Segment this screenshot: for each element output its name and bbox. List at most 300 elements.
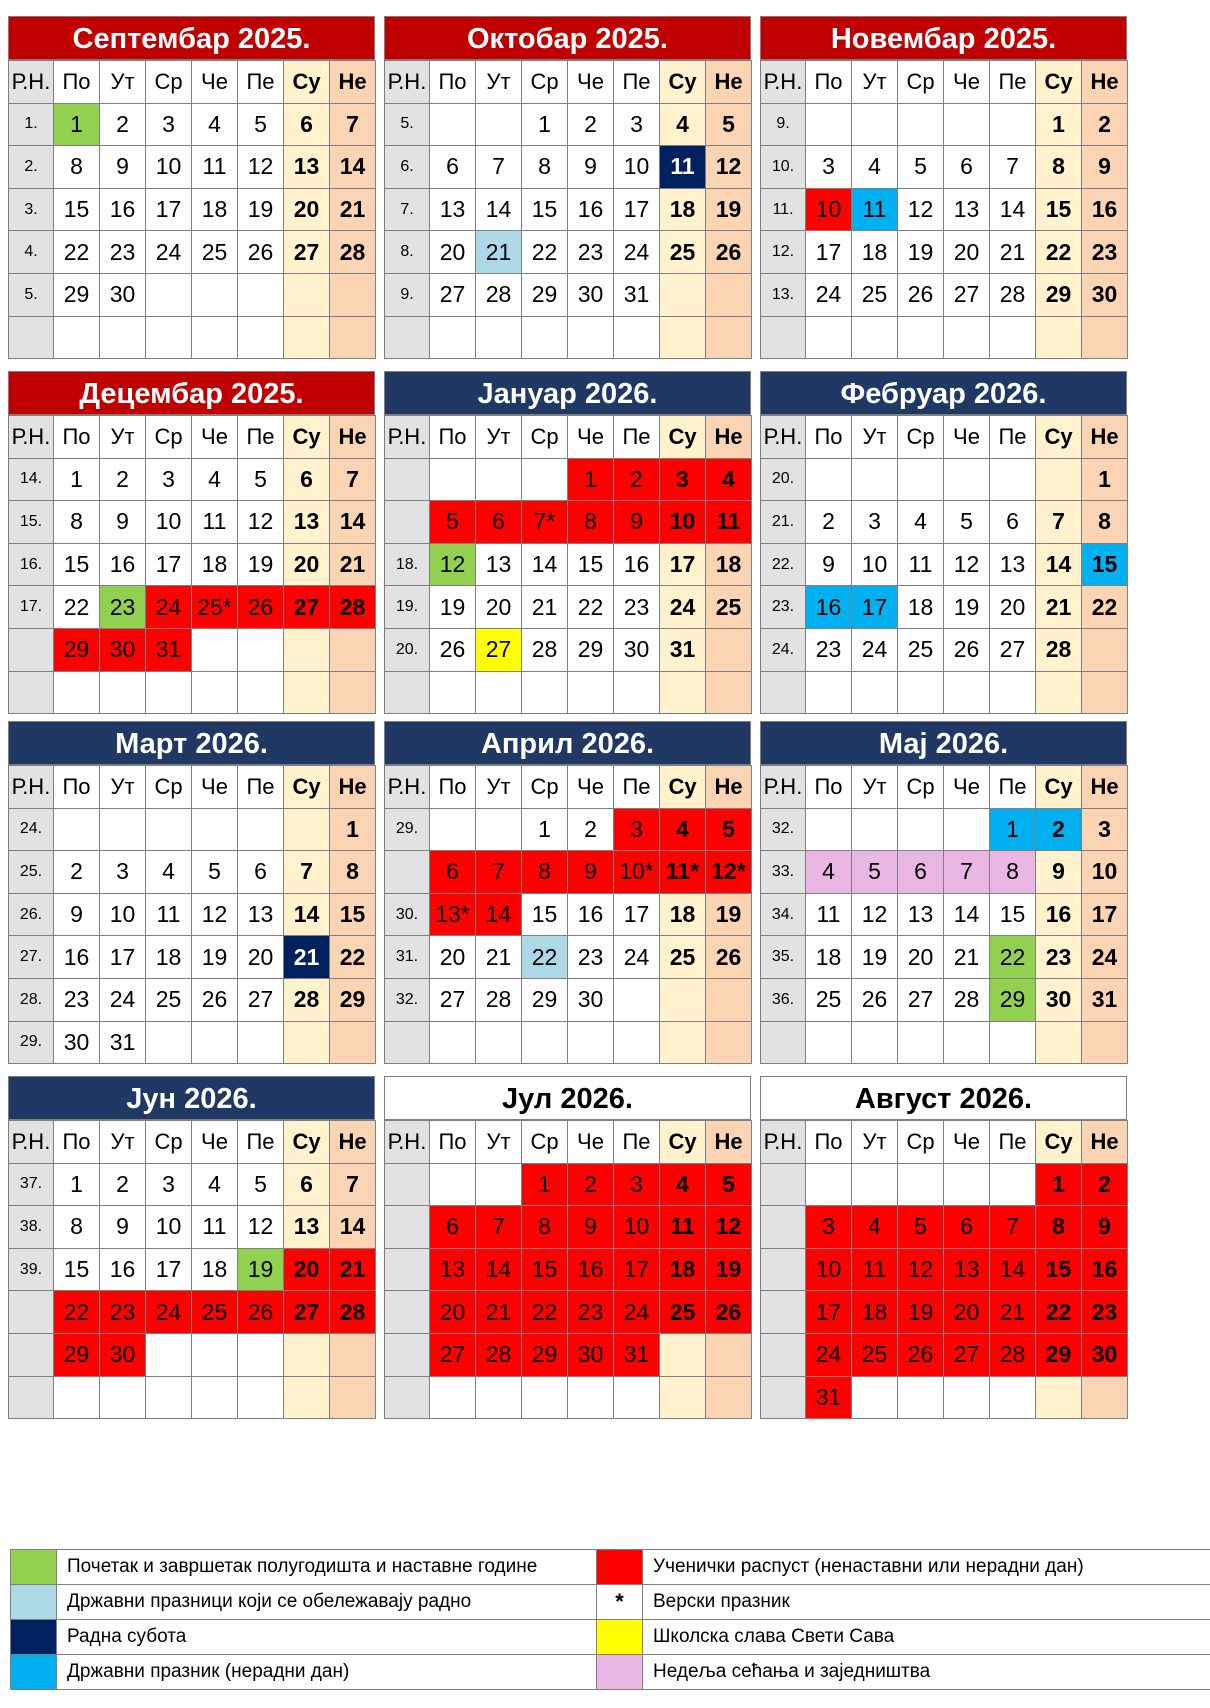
- day-cell: 25: [146, 978, 192, 1021]
- day-cell: 19: [898, 1291, 944, 1334]
- week-number-header: Р.Н.: [9, 61, 54, 104]
- week-number-header: Р.Н.: [9, 416, 54, 459]
- day-cell: 7: [330, 1163, 376, 1206]
- week-number: 9.: [761, 103, 806, 146]
- day-cell: 24: [806, 273, 852, 316]
- day-cell: 20: [238, 936, 284, 979]
- week-number: [385, 1021, 430, 1064]
- week-row: [761, 1291, 1128, 1334]
- day-cell: 21: [330, 188, 376, 231]
- month-title: Фебруар 2026.: [760, 371, 1127, 415]
- day-cell: 17: [806, 1291, 852, 1334]
- empty-cell: [660, 273, 706, 316]
- week-number: 33.: [761, 851, 806, 894]
- day-cell: 9: [1036, 851, 1082, 894]
- weekday-header: Не: [1082, 61, 1128, 104]
- month-title: Март 2026.: [8, 721, 375, 765]
- day-cell: 8: [990, 851, 1036, 894]
- day-cell: 14: [476, 1248, 522, 1291]
- weekday-header: По: [806, 766, 852, 809]
- empty-cell: [146, 1021, 192, 1064]
- weekday-header: Пе: [990, 61, 1036, 104]
- month-title: Април 2026.: [384, 721, 751, 765]
- day-cell: 23: [568, 936, 614, 979]
- day-cell: 12: [430, 543, 476, 586]
- day-cell: 14: [330, 146, 376, 189]
- day-cell: 10: [660, 501, 706, 544]
- empty-cell: [54, 671, 100, 714]
- week-row: [385, 586, 752, 629]
- empty-cell: [430, 1376, 476, 1419]
- month-grid: [384, 60, 752, 359]
- day-cell: 17: [100, 936, 146, 979]
- week-number: [9, 316, 54, 359]
- weekday-header: Ут: [100, 416, 146, 459]
- day-cell: 4: [898, 501, 944, 544]
- week-number: [385, 1163, 430, 1206]
- day-cell: 30: [568, 1333, 614, 1376]
- day-cell: 8: [568, 501, 614, 544]
- week-number: [761, 671, 806, 714]
- day-cell: 8: [1036, 146, 1082, 189]
- day-cell: 8: [522, 1206, 568, 1249]
- empty-cell: [238, 273, 284, 316]
- day-cell: 30: [568, 978, 614, 1021]
- day-cell: 25: [192, 1291, 238, 1334]
- day-cell: 7: [330, 103, 376, 146]
- week-number: [385, 1206, 430, 1249]
- day-cell: 16: [1082, 1248, 1128, 1291]
- week-number: 32.: [385, 978, 430, 1021]
- week-row: [761, 231, 1128, 274]
- day-cell: 23: [614, 586, 660, 629]
- day-cell: 17: [852, 586, 898, 629]
- day-cell: 13: [284, 1206, 330, 1249]
- day-cell: 4: [660, 1163, 706, 1206]
- day-cell: 23: [806, 628, 852, 671]
- day-cell: 29: [990, 978, 1036, 1021]
- week-number: [385, 1376, 430, 1419]
- day-cell: 28: [330, 231, 376, 274]
- day-cell: 25: [852, 1333, 898, 1376]
- legend-swatch-saint-sava: [597, 1620, 643, 1655]
- day-cell: 10: [146, 1206, 192, 1249]
- day-cell: 28: [476, 273, 522, 316]
- empty-cell: [522, 1376, 568, 1419]
- day-cell: 26: [898, 1333, 944, 1376]
- day-cell: 19: [852, 936, 898, 979]
- empty-cell: [430, 808, 476, 851]
- empty-cell: [430, 671, 476, 714]
- day-cell: 11: [146, 893, 192, 936]
- empty-cell: [430, 316, 476, 359]
- weekday-header: По: [430, 1121, 476, 1164]
- weekday-header: Пе: [990, 1121, 1036, 1164]
- day-cell: 11*: [660, 851, 706, 894]
- day-cell: 28: [330, 586, 376, 629]
- weekday-header: Ср: [898, 1121, 944, 1164]
- month-april-2026: [384, 721, 751, 1064]
- weekday-header: Пе: [238, 1121, 284, 1164]
- week-number: 13.: [761, 273, 806, 316]
- weekday-header: Ср: [522, 61, 568, 104]
- empty-cell: [1036, 1021, 1082, 1064]
- day-cell: 17: [806, 231, 852, 274]
- day-cell: 11: [852, 188, 898, 231]
- week-number: [385, 501, 430, 544]
- day-cell: 4: [660, 103, 706, 146]
- day-cell: 27: [430, 1333, 476, 1376]
- month-august-2026: [760, 1076, 1127, 1419]
- day-cell: 9: [100, 146, 146, 189]
- day-cell: 30: [568, 273, 614, 316]
- empty-cell: [330, 671, 376, 714]
- day-cell: 7: [284, 851, 330, 894]
- day-cell: 1: [54, 458, 100, 501]
- empty-cell: [614, 978, 660, 1021]
- weekday-header: Че: [568, 416, 614, 459]
- week-row: [9, 1291, 376, 1334]
- week-number: 5.: [9, 273, 54, 316]
- weekday-header: Су: [284, 766, 330, 809]
- week-number: [9, 671, 54, 714]
- week-row: [385, 1206, 752, 1249]
- day-cell: 11: [660, 1206, 706, 1249]
- week-row: [385, 1163, 752, 1206]
- weekday-header: По: [806, 416, 852, 459]
- day-cell: 6: [944, 146, 990, 189]
- week-number: 7.: [385, 188, 430, 231]
- day-cell: 3: [146, 103, 192, 146]
- day-cell: 31: [660, 628, 706, 671]
- day-cell: 13: [898, 893, 944, 936]
- weekday-header: Ср: [522, 1121, 568, 1164]
- day-cell: 7: [476, 146, 522, 189]
- day-cell: 28: [990, 273, 1036, 316]
- week-row: [761, 1163, 1128, 1206]
- empty-cell: [852, 458, 898, 501]
- empty-cell: [1082, 316, 1128, 359]
- weekday-header: Пе: [990, 766, 1036, 809]
- day-cell: 12: [238, 146, 284, 189]
- day-cell: 21: [330, 543, 376, 586]
- day-cell: 1: [522, 808, 568, 851]
- weekday-header: Пе: [238, 766, 284, 809]
- weekday-header-row: [9, 61, 376, 104]
- day-cell: 15: [54, 543, 100, 586]
- weekday-header: Не: [706, 416, 752, 459]
- day-cell: 24: [1082, 936, 1128, 979]
- weekday-header: Не: [330, 1121, 376, 1164]
- day-cell: 29: [330, 978, 376, 1021]
- day-cell: 18: [898, 586, 944, 629]
- week-row: [385, 316, 752, 359]
- week-row: [761, 103, 1128, 146]
- day-cell: 9: [1082, 1206, 1128, 1249]
- day-cell: 18: [852, 1291, 898, 1334]
- day-cell: 3: [614, 103, 660, 146]
- week-row: [385, 1248, 752, 1291]
- month-grid: [8, 765, 376, 1064]
- month-grid: [760, 1120, 1128, 1419]
- day-cell: 2: [568, 1163, 614, 1206]
- empty-cell: [660, 978, 706, 1021]
- month-november-2025: [760, 16, 1127, 359]
- day-cell: 28: [476, 978, 522, 1021]
- day-cell: 24: [100, 978, 146, 1021]
- day-cell: 28: [522, 628, 568, 671]
- day-cell: 2: [100, 103, 146, 146]
- day-cell: 22: [568, 586, 614, 629]
- week-row: [385, 628, 752, 671]
- day-cell: 3: [146, 1163, 192, 1206]
- empty-cell: [852, 1376, 898, 1419]
- day-cell: 7: [990, 1206, 1036, 1249]
- day-cell: 7: [1036, 501, 1082, 544]
- day-cell: 20: [430, 936, 476, 979]
- day-cell: 8: [54, 146, 100, 189]
- day-cell: 6: [238, 851, 284, 894]
- day-cell: 7*: [522, 501, 568, 544]
- day-cell: 22: [522, 231, 568, 274]
- day-cell: 27: [990, 628, 1036, 671]
- day-cell: 13: [476, 543, 522, 586]
- day-cell: 10: [146, 146, 192, 189]
- empty-cell: [100, 671, 146, 714]
- legend-label-holiday-break: Ученички распуст (ненаставни или нерадни дан): [643, 1550, 1210, 1585]
- day-cell: 2: [1082, 103, 1128, 146]
- day-cell: 14: [476, 893, 522, 936]
- day-cell: 21: [476, 1291, 522, 1334]
- day-cell: 2: [1082, 1163, 1128, 1206]
- day-cell: 15: [1036, 188, 1082, 231]
- week-row: [385, 851, 752, 894]
- week-row: [9, 936, 376, 979]
- day-cell: 10*: [614, 851, 660, 894]
- day-cell: 4: [146, 851, 192, 894]
- day-cell: 21: [944, 936, 990, 979]
- week-row: [385, 501, 752, 544]
- day-cell: 23: [568, 1291, 614, 1334]
- day-cell: 13: [238, 893, 284, 936]
- day-cell: 22: [522, 936, 568, 979]
- day-cell: 20: [898, 936, 944, 979]
- empty-cell: [852, 671, 898, 714]
- day-cell: 12: [238, 1206, 284, 1249]
- day-cell: 10: [146, 501, 192, 544]
- day-cell: 19: [706, 1248, 752, 1291]
- empty-cell: [1082, 1021, 1128, 1064]
- day-cell: 16: [100, 188, 146, 231]
- empty-cell: [54, 316, 100, 359]
- empty-cell: [944, 1163, 990, 1206]
- weekday-header: Су: [284, 416, 330, 459]
- empty-cell: [476, 103, 522, 146]
- week-row: [9, 1248, 376, 1291]
- month-grid: [384, 1120, 752, 1419]
- empty-cell: [660, 1021, 706, 1064]
- empty-cell: [990, 1376, 1036, 1419]
- weekday-header: Не: [330, 766, 376, 809]
- week-number: 8.: [385, 231, 430, 274]
- week-number: 35.: [761, 936, 806, 979]
- day-cell: 26: [192, 978, 238, 1021]
- day-cell: 5: [238, 1163, 284, 1206]
- empty-cell: [614, 671, 660, 714]
- day-cell: 16: [100, 1248, 146, 1291]
- week-row: [761, 1248, 1128, 1291]
- weekday-header: Не: [706, 766, 752, 809]
- day-cell: 10: [806, 1248, 852, 1291]
- day-cell: 21: [990, 1291, 1036, 1334]
- empty-cell: [568, 1021, 614, 1064]
- empty-cell: [284, 273, 330, 316]
- empty-cell: [806, 808, 852, 851]
- week-row: [9, 543, 376, 586]
- empty-cell: [1082, 628, 1128, 671]
- day-cell: 31: [614, 273, 660, 316]
- day-cell: 12: [898, 188, 944, 231]
- month-title: Новембар 2025.: [760, 16, 1127, 60]
- day-cell: 22: [54, 586, 100, 629]
- day-cell: 27: [898, 978, 944, 1021]
- day-cell: 19: [706, 188, 752, 231]
- week-number: [385, 458, 430, 501]
- week-number: 1.: [9, 103, 54, 146]
- day-cell: 1: [990, 808, 1036, 851]
- week-row: [761, 1206, 1128, 1249]
- day-cell: 6: [430, 146, 476, 189]
- week-number: 5.: [385, 103, 430, 146]
- day-cell: 6: [284, 458, 330, 501]
- day-cell: 8: [330, 851, 376, 894]
- day-cell: 5: [706, 1163, 752, 1206]
- week-number: [761, 1206, 806, 1249]
- day-cell: 2: [568, 103, 614, 146]
- day-cell: 29: [1036, 1333, 1082, 1376]
- day-cell: 28: [284, 978, 330, 1021]
- week-number: 25.: [9, 851, 54, 894]
- weekday-header: Су: [660, 61, 706, 104]
- day-cell: 14: [944, 893, 990, 936]
- weekday-header: Че: [192, 766, 238, 809]
- month-title: Мај 2026.: [760, 721, 1127, 765]
- month-title: Септембар 2025.: [8, 16, 375, 60]
- week-row: [761, 1376, 1128, 1419]
- week-row: [9, 188, 376, 231]
- week-number: 3.: [9, 188, 54, 231]
- day-cell: 10: [1082, 851, 1128, 894]
- weekday-header: Су: [660, 416, 706, 459]
- day-cell: 25: [806, 978, 852, 1021]
- day-cell: 26: [852, 978, 898, 1021]
- week-row: [9, 231, 376, 274]
- empty-cell: [660, 316, 706, 359]
- empty-cell: [898, 458, 944, 501]
- day-cell: 6: [430, 1206, 476, 1249]
- empty-cell: [100, 316, 146, 359]
- day-cell: 1: [1036, 1163, 1082, 1206]
- day-cell: 11: [898, 543, 944, 586]
- day-cell: 13: [284, 501, 330, 544]
- empty-cell: [1036, 458, 1082, 501]
- day-cell: 27: [944, 273, 990, 316]
- day-cell: 15: [568, 543, 614, 586]
- legend-label-remembrance-week: Недеља сећања и заједништва: [643, 1655, 1210, 1690]
- day-cell: 19: [238, 543, 284, 586]
- empty-cell: [944, 1376, 990, 1419]
- empty-cell: [660, 671, 706, 714]
- weekday-header: Пе: [614, 766, 660, 809]
- day-cell: 27: [430, 273, 476, 316]
- weekday-header: Ср: [146, 766, 192, 809]
- day-cell: 2: [54, 851, 100, 894]
- empty-cell: [898, 1163, 944, 1206]
- day-cell: 12: [706, 146, 752, 189]
- day-cell: 15: [522, 188, 568, 231]
- weekday-header: По: [806, 1121, 852, 1164]
- weekday-header: Ут: [476, 416, 522, 459]
- day-cell: 9: [568, 851, 614, 894]
- empty-cell: [146, 671, 192, 714]
- day-cell: 4: [192, 1163, 238, 1206]
- empty-cell: [568, 1376, 614, 1419]
- week-number: [9, 1291, 54, 1334]
- empty-cell: [192, 316, 238, 359]
- day-cell: 3: [806, 146, 852, 189]
- week-row: [761, 586, 1128, 629]
- month-december-2025: [8, 371, 375, 714]
- week-number: 14.: [9, 458, 54, 501]
- weekday-header: Ут: [852, 61, 898, 104]
- day-cell: 11: [706, 501, 752, 544]
- weekday-header: Пе: [238, 416, 284, 459]
- week-number: 22.: [761, 543, 806, 586]
- empty-cell: [944, 103, 990, 146]
- day-cell: 16: [100, 543, 146, 586]
- day-cell: 24: [852, 628, 898, 671]
- week-number: [385, 1291, 430, 1334]
- weekday-header: Пе: [614, 1121, 660, 1164]
- week-row: [9, 808, 376, 851]
- day-cell: 15: [54, 1248, 100, 1291]
- day-cell: 7: [990, 146, 1036, 189]
- day-cell: 24: [614, 1291, 660, 1334]
- empty-cell: [192, 808, 238, 851]
- week-number: 28.: [9, 978, 54, 1021]
- empty-cell: [54, 808, 100, 851]
- legend-label-saint-sava: Школска слава Свети Сава: [643, 1620, 1210, 1655]
- week-number-header: Р.Н.: [761, 766, 806, 809]
- empty-cell: [898, 1376, 944, 1419]
- week-row: [385, 1021, 752, 1064]
- empty-cell: [852, 103, 898, 146]
- weekday-header: Ут: [852, 766, 898, 809]
- weekday-header: По: [430, 416, 476, 459]
- month-march-2026: [8, 721, 375, 1064]
- day-cell: 27: [476, 628, 522, 671]
- empty-cell: [430, 103, 476, 146]
- empty-cell: [192, 1333, 238, 1376]
- day-cell: 27: [284, 586, 330, 629]
- week-number-header: Р.Н.: [385, 766, 430, 809]
- day-cell: 23: [100, 1291, 146, 1334]
- week-row: [385, 231, 752, 274]
- empty-cell: [568, 316, 614, 359]
- day-cell: 31: [806, 1376, 852, 1419]
- day-cell: 24: [146, 586, 192, 629]
- day-cell: 5: [238, 103, 284, 146]
